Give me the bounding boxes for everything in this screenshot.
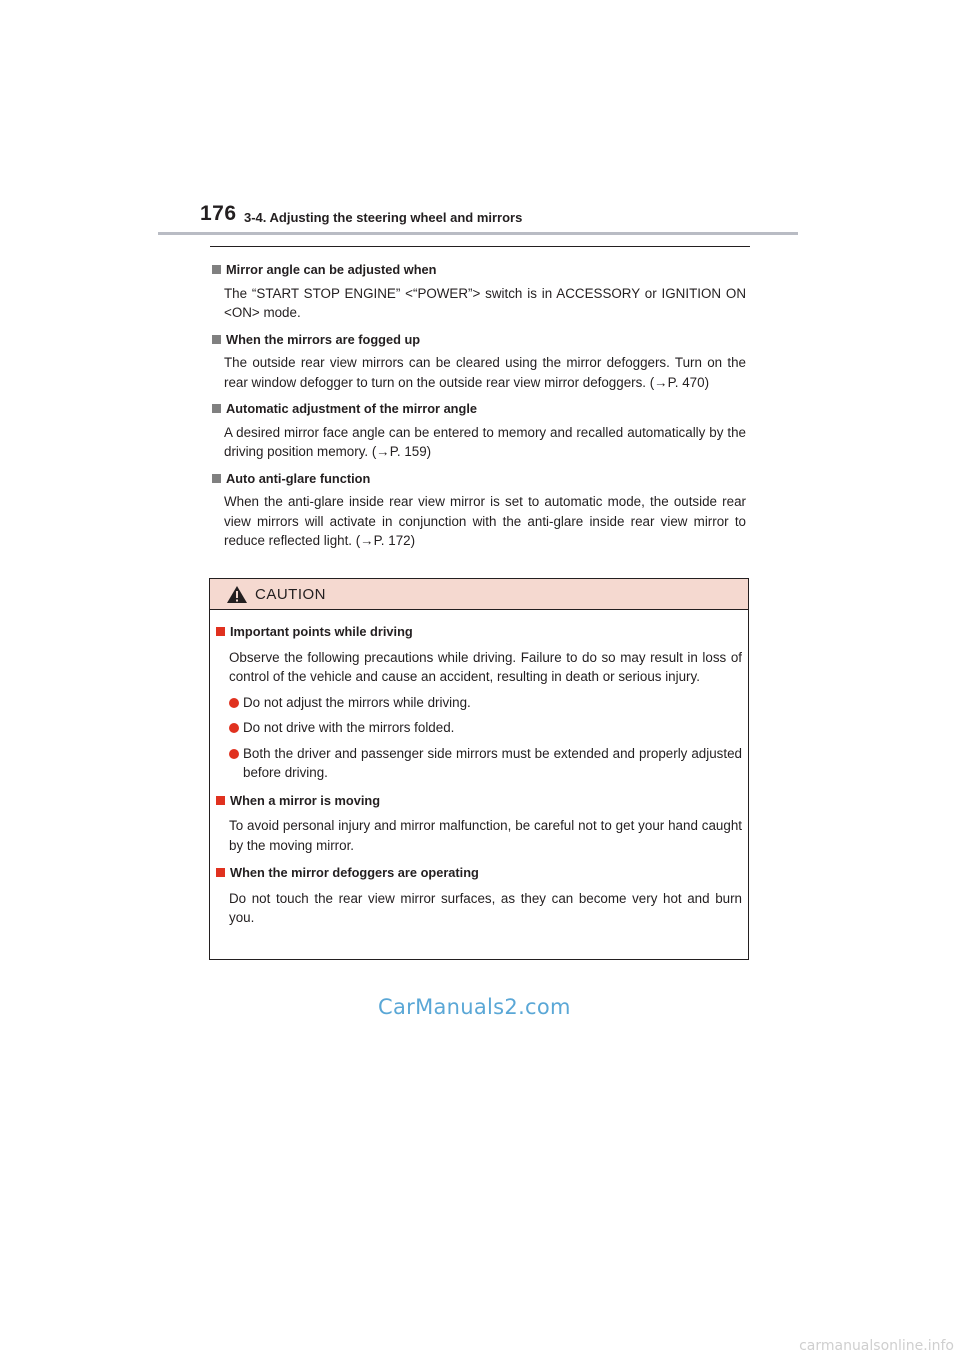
red-dot-bullet-icon <box>229 749 239 759</box>
caution-bullet-text: Both the driver and passenger side mirrors must be extended and properly adjusted before driving. <box>243 745 742 780</box>
section-title: 3-4. Adjusting the steering wheel and mirrors <box>244 210 523 225</box>
caution-section <box>216 791 742 856</box>
caution-body <box>210 610 748 928</box>
info-body: When the anti-glare inside rear view mirror is set to automatic mode, the outside rear view mirrors will activate in conjunction with the anti-glare inside rear view mirror to reduce reflected light. (→P. 172) <box>224 494 746 548</box>
caution-label: CAUTION <box>255 585 326 603</box>
info-section <box>210 330 746 393</box>
info-body: The outside rear view mirrors can be cleared using the mirror defoggers. Turn on the rear window defogger to turn on the outside rear view mirror defoggers. (→P. 470) <box>224 355 746 390</box>
caution-header <box>210 579 748 610</box>
red-square-bullet-icon <box>216 796 225 805</box>
caution-heading: When the mirror defoggers are operating <box>230 865 479 880</box>
watermark-link[interactable]: CarManuals2.com <box>378 995 571 1019</box>
caution-section <box>216 622 742 783</box>
square-bullet-icon <box>212 404 221 413</box>
square-bullet-icon <box>212 265 221 274</box>
caution-text: To avoid personal injury and mirror malfunction, be careful not to get your hand caught by the moving mirror. <box>229 818 742 853</box>
red-square-bullet-icon <box>216 868 225 877</box>
info-section <box>210 469 746 551</box>
caution-heading: Important points while driving <box>230 624 413 639</box>
caution-bullet <box>216 718 742 738</box>
header-divider <box>158 232 798 235</box>
page-header <box>158 202 798 236</box>
footer-watermark: carmanualsonline.info <box>799 1338 954 1354</box>
info-heading: Mirror angle can be adjusted when <box>226 262 437 277</box>
red-square-bullet-icon <box>216 627 225 636</box>
red-dot-bullet-icon <box>229 723 239 733</box>
caution-text: Do not touch the rear view mirror surfaces, as they can become very hot and burn you. <box>229 890 742 925</box>
info-body: The “START STOP ENGINE” <“POWER”> switch is in ACCESSORY or IGNITION ON <ON> mode. <box>224 285 746 320</box>
info-section <box>210 399 746 462</box>
square-bullet-icon <box>212 474 221 483</box>
caution-bullet-text: Do not adjust the mirrors while driving. <box>243 694 471 710</box>
caution-text: Observe the following precautions while driving. Failure to do so may result in loss of control of the vehicle and cause an accident, resulting in death or serious injury. <box>229 649 742 684</box>
info-section <box>210 260 746 323</box>
red-dot-bullet-icon <box>229 698 239 708</box>
caution-bullet-text: Do not drive with the mirrors folded. <box>243 720 455 735</box>
caution-heading: When a mirror is moving <box>230 792 381 808</box>
info-heading: Automatic adjustment of the mirror angle <box>226 401 477 416</box>
info-body: A desired mirror face angle can be entered to memory and recalled automatically by the driving position memory. (→P. 159) <box>224 424 746 459</box>
info-sections <box>210 260 746 558</box>
info-heading: Auto anti-glare function <box>226 470 371 486</box>
caution-section <box>216 863 742 928</box>
caution-bullet <box>216 744 742 783</box>
caution-box <box>209 578 749 960</box>
warning-triangle-icon <box>226 585 248 604</box>
page-number: 176 <box>200 202 237 225</box>
square-bullet-icon <box>212 335 221 344</box>
content-divider <box>210 246 750 247</box>
caution-bullet <box>216 693 742 713</box>
info-heading: When the mirrors are fogged up <box>226 331 421 347</box>
